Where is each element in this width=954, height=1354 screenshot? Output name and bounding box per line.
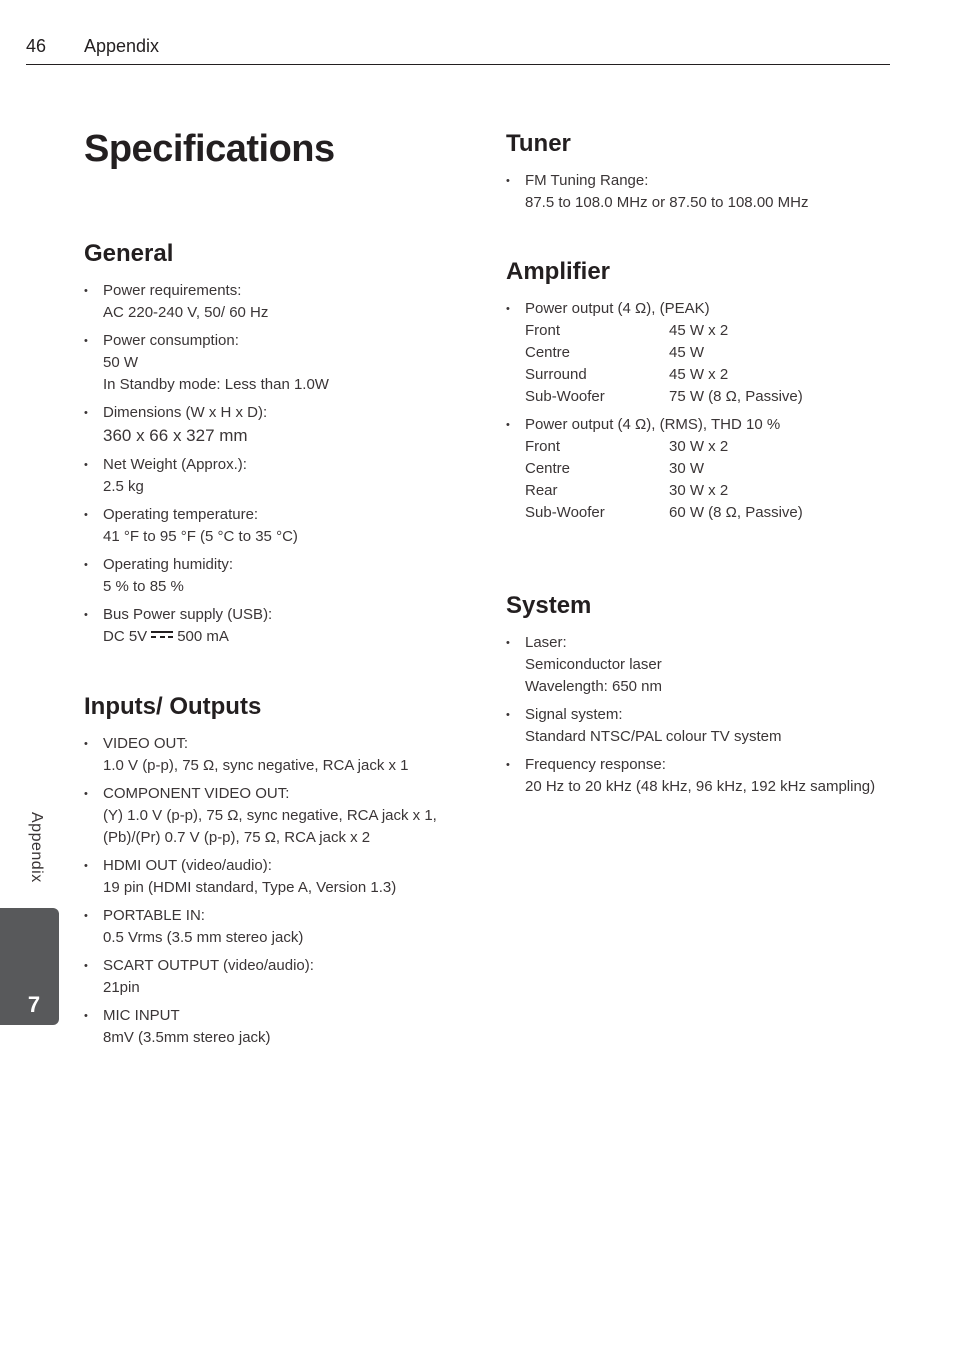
list-item	[506, 170, 906, 214]
spec-row: Sub-Woofer 60 W (8 Ω, Passive)	[525, 504, 803, 521]
spec-value: 19 pin (HDMI standard, Type A, Version 1.3)	[103, 879, 397, 896]
spec-value: 50 W	[103, 354, 139, 371]
spec-label: • MIC INPUT	[103, 1007, 180, 1024]
spec-label: • Laser:	[525, 634, 567, 651]
list-item	[506, 298, 906, 408]
section-title-system: System	[506, 592, 592, 619]
list-item	[84, 1005, 474, 1049]
spec-row: Surround 45 W x 2	[525, 366, 729, 383]
chapter-tab	[0, 908, 59, 1025]
spec-label: • HDMI OUT (video/audio):	[103, 857, 272, 874]
spec-row: Sub-Woofer 75 W (8 Ω, Passive)	[525, 388, 803, 405]
spec-row: Front 45 W x 2	[525, 322, 729, 339]
system-spec-list	[506, 632, 926, 804]
page-header	[26, 36, 890, 65]
spec-label: • Power requirements:	[103, 282, 242, 299]
section-title-tuner: Tuner	[506, 130, 571, 157]
spec-value: (Y) 1.0 V (p-p), 75 Ω, sync negative, RCA jack x 1,	[103, 807, 437, 824]
list-item	[506, 704, 926, 748]
section-title-general: General	[84, 240, 174, 267]
list-item	[506, 754, 926, 798]
io-spec-list	[84, 733, 474, 1055]
spec-value: 2.5 kg	[103, 478, 144, 495]
spec-label: • Power output (4 Ω), (PEAK)	[525, 300, 710, 317]
dc-voltage: DC 5V	[103, 628, 148, 645]
spec-value: (Pb)/(Pr) 0.7 V (p-p), 75 Ω, RCA jack x 2	[103, 829, 371, 846]
spec-label: • PORTABLE IN:	[103, 907, 205, 924]
list-item	[84, 504, 464, 548]
list-item	[84, 330, 464, 396]
spec-label: • SCART OUTPUT (video/audio):	[103, 957, 314, 974]
spec-value: 41 °F to 95 °F (5 °C to 35 °C)	[103, 528, 298, 545]
side-tab-label: Appendix	[28, 812, 45, 883]
list-item	[84, 402, 464, 448]
spec-value: Wavelength: 650 nm	[525, 678, 663, 695]
spec-row: Front 30 W x 2	[525, 438, 729, 455]
list-item	[84, 783, 474, 849]
list-item	[506, 632, 926, 698]
section-title-amplifier: Amplifier	[506, 258, 611, 285]
spec-label: • Power consumption:	[103, 332, 239, 349]
general-spec-list	[84, 280, 464, 654]
section-title-inputs-outputs: Inputs/ Outputs	[84, 693, 262, 720]
spec-value: 0.5 Vrms (3.5 mm stereo jack)	[103, 929, 304, 946]
amplifier-spec-list	[506, 298, 906, 530]
list-item	[84, 554, 464, 598]
spec-value: AC 220-240 V, 50/ 60 Hz	[103, 304, 269, 321]
dc-current: 500 mA	[177, 628, 229, 645]
spec-value: 87.5 to 108.0 MHz or 87.50 to 108.00 MHz	[525, 194, 809, 211]
spec-label: • Net Weight (Approx.):	[103, 456, 247, 473]
spec-label: • Operating temperature:	[103, 506, 259, 523]
spec-label: • Dimensions (W x H x D):	[103, 404, 268, 421]
list-item	[84, 604, 464, 648]
spec-row: Rear 30 W x 2	[525, 482, 729, 499]
list-item	[84, 733, 474, 777]
spec-value: 8mV (3.5mm stereo jack)	[103, 1029, 271, 1046]
spec-label: • Operating humidity:	[103, 556, 234, 573]
page-title: Specifications	[84, 128, 335, 170]
spec-label: • Signal system:	[525, 706, 623, 723]
list-item	[84, 855, 474, 899]
list-item	[84, 454, 464, 498]
page-number: 46	[26, 36, 47, 56]
spec-value: 20 Hz to 20 kHz (48 kHz, 96 kHz, 192 kHz sampling)	[525, 778, 876, 795]
spec-label: • Frequency response:	[525, 756, 666, 773]
spec-label: • Power output (4 Ω), (RMS), THD 10 %	[525, 416, 781, 433]
spec-value: 21pin	[103, 979, 140, 996]
spec-row: Centre 30 W	[525, 460, 705, 477]
list-item	[506, 414, 906, 524]
spec-label: • Bus Power supply (USB):	[103, 606, 273, 623]
spec-value: Standard NTSC/PAL colour TV system	[525, 728, 782, 745]
spec-value: 1.0 V (p-p), 75 Ω, sync negative, RCA jack x 1	[103, 757, 409, 774]
spec-value: 5 % to 85 %	[103, 578, 184, 595]
chapter-number: 7	[27, 992, 41, 1017]
spec-value-dc	[103, 626, 464, 648]
spec-value: Semiconductor laser	[525, 656, 662, 673]
direct-current-icon	[151, 631, 173, 639]
list-item	[84, 955, 474, 999]
spec-row: Centre 45 W	[525, 344, 705, 361]
spec-label: • COMPONENT VIDEO OUT:	[103, 785, 290, 802]
spec-value: 360 x 66 x 327 mm	[103, 426, 248, 445]
list-item	[84, 905, 474, 949]
spec-label: • VIDEO OUT:	[103, 735, 189, 752]
header-title: Appendix	[84, 36, 160, 56]
list-item	[84, 280, 464, 324]
spec-label: • FM Tuning Range:	[525, 172, 649, 189]
tuner-spec-list	[506, 170, 906, 220]
spec-value: In Standby mode: Less than 1.0W	[103, 376, 329, 393]
